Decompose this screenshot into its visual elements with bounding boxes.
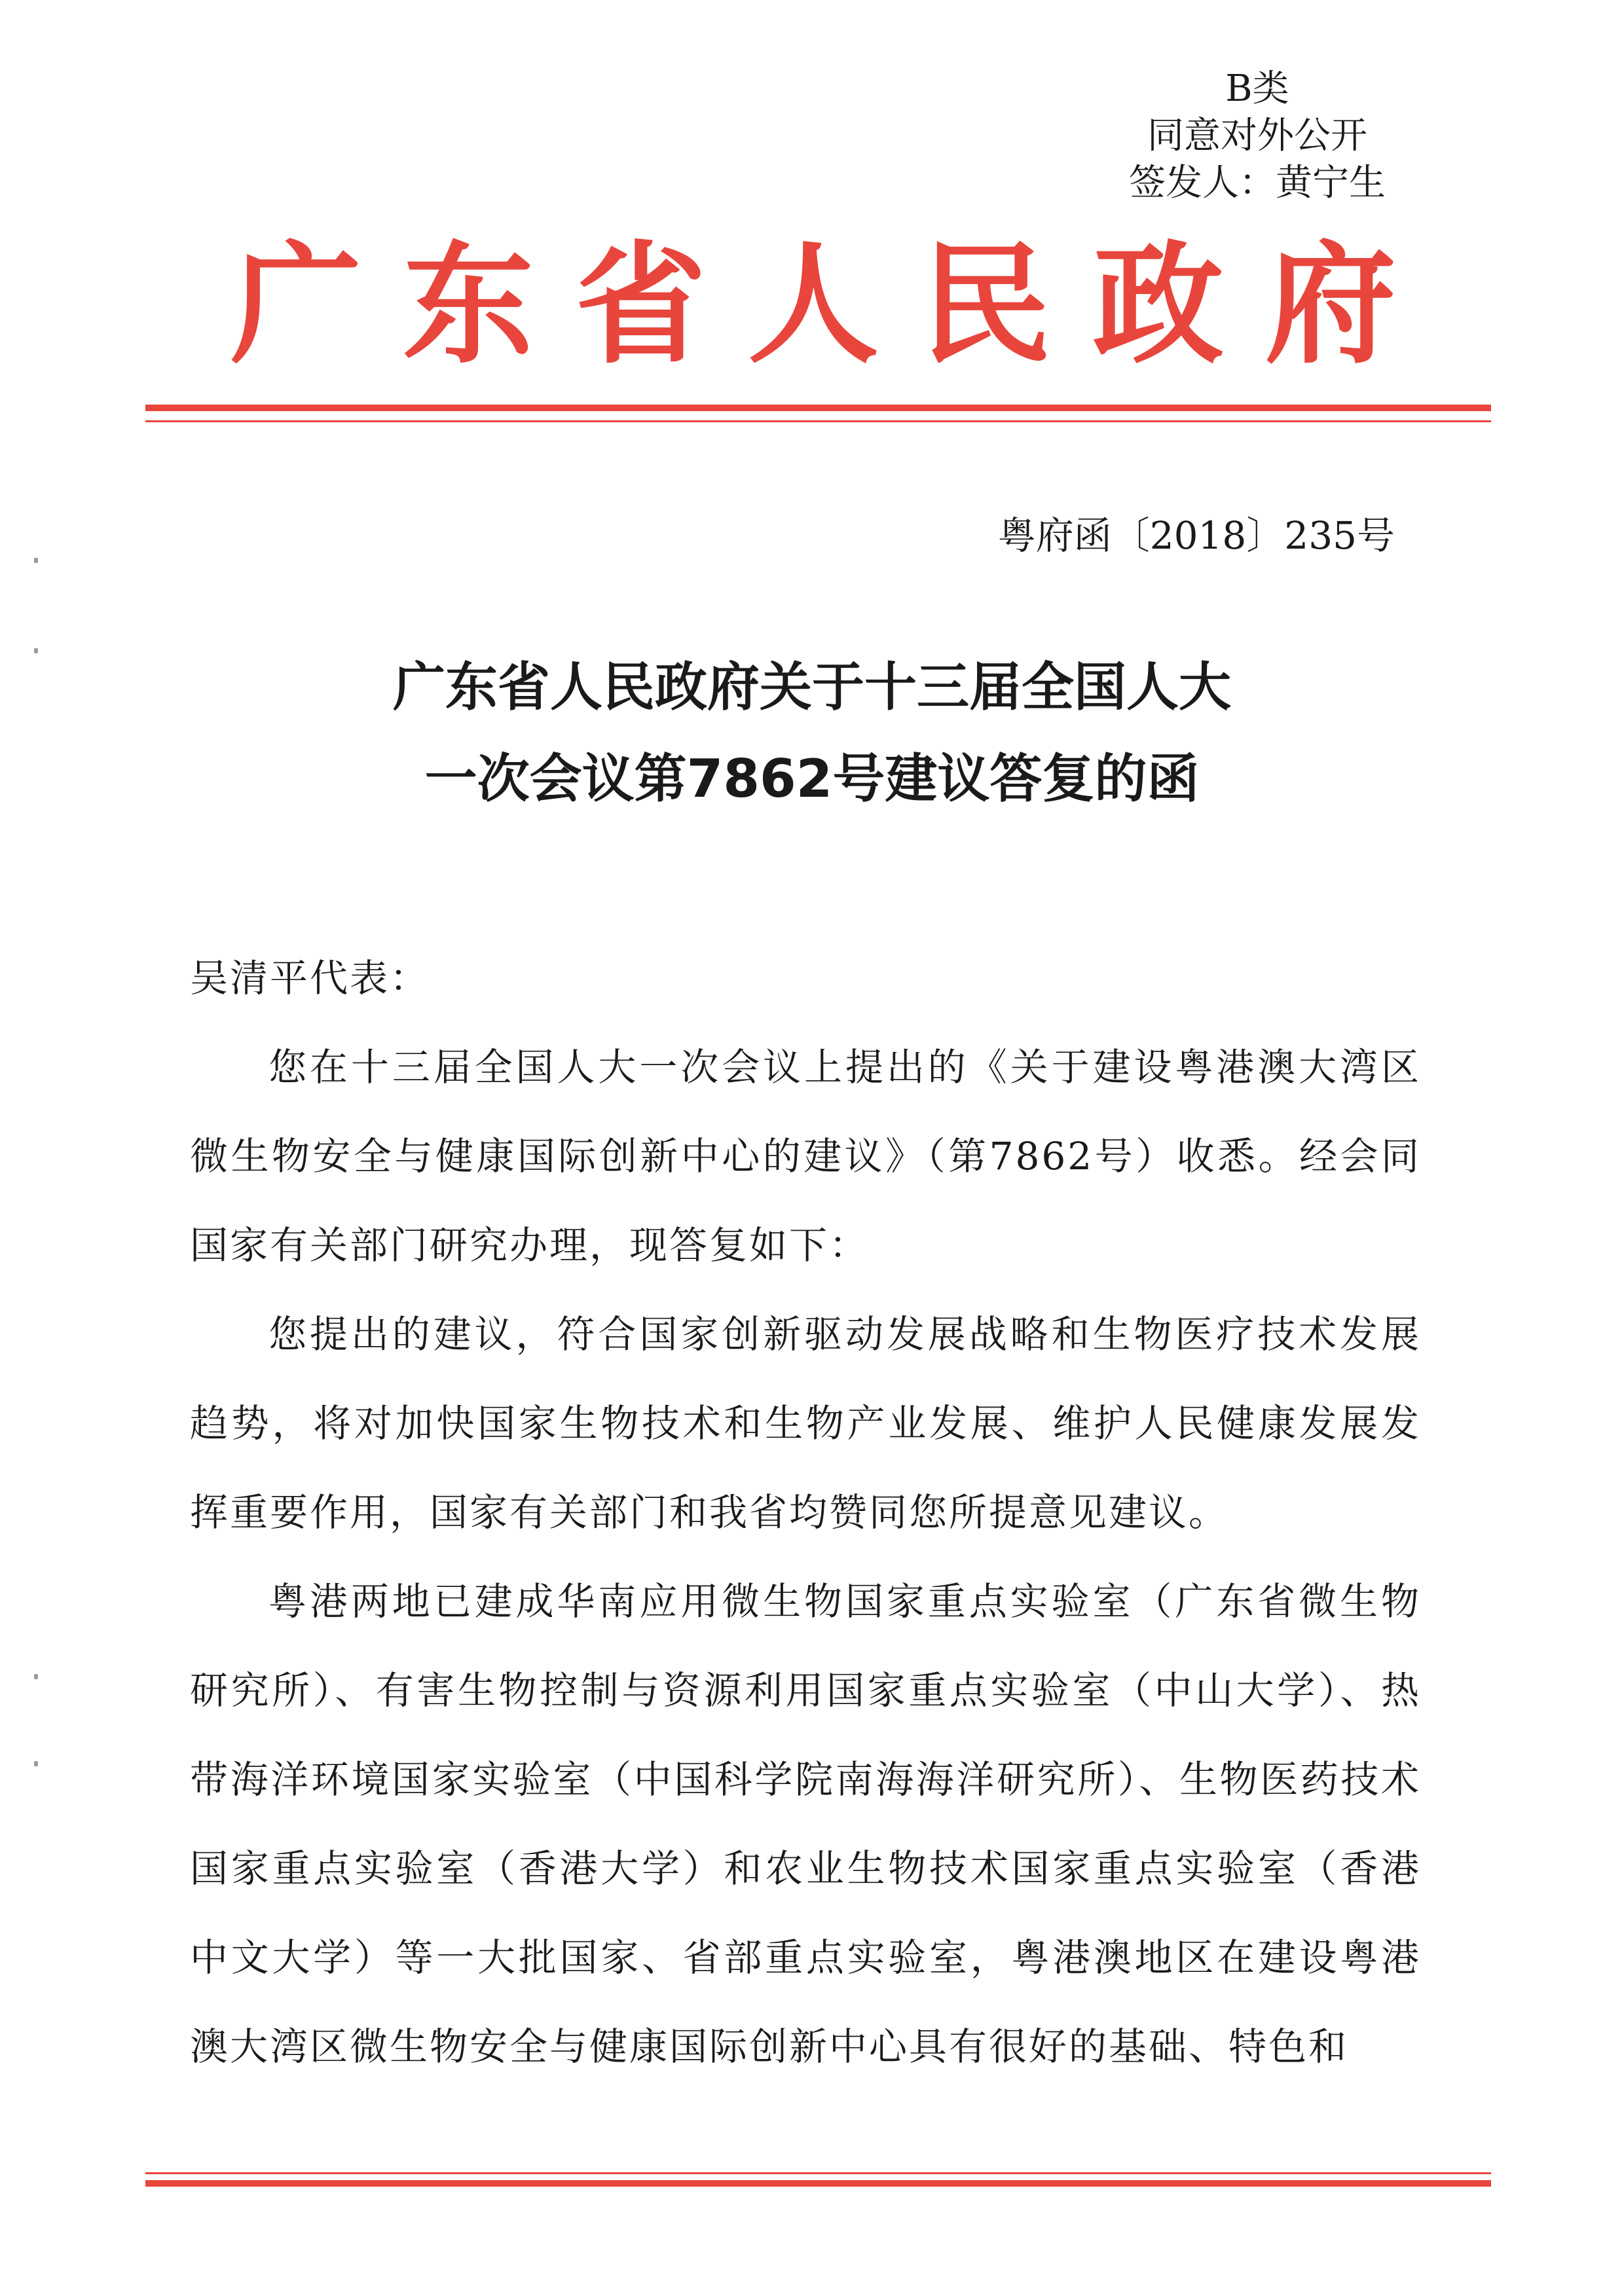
masthead-char: 政 (1092, 228, 1224, 382)
document-meta (1087, 65, 1428, 207)
masthead-char: 省 (575, 228, 707, 382)
masthead-title (231, 227, 1396, 384)
binding-hole-mark (34, 1761, 38, 1766)
masthead-char: 人 (747, 228, 879, 382)
masthead-char: 东 (403, 228, 534, 382)
body-paragraph: 您提出的建议，符合国家创新驱动发展战略和生物医疗技术发展趋势，将对加快国家生物技术和生物产业发展、维护人民健康发展发挥重要作用，国家有关部门和我省均赞同您所提意见建议。 (190, 1312, 1421, 1535)
title-line-1: 广东省人民政府关于十三届全国人大 (393, 657, 1231, 718)
title-line-2: 一次会议第7862号建议答复的函 (424, 748, 1200, 809)
footer-divider-thick (145, 2180, 1491, 2187)
masthead-char: 广 (231, 228, 362, 382)
body-paragraph: 粤港两地已建成华南应用微生物国家重点实验室（广东省微生物研究所）、有害生物控制与资源利用国家重点实验室（中山大学）、热带海洋环境国家实验室（中国科学院南海海洋研究所）、生物医药技术国家重点实验室（香港大学）和农业生物技术国家重点实验室（香港中文大学）等一大批国家、省部重点实验室，粤港澳地区在建设粤港澳大湾区微生物安全与健康国际创新中心具有很好的基础、特色和 (190, 1579, 1421, 2069)
header-divider-thin (145, 420, 1491, 422)
masthead-char: 府 (1264, 228, 1396, 382)
document-number: 粤府函〔2018〕235号 (997, 513, 1395, 558)
binding-hole-mark (34, 1674, 38, 1679)
masthead-char: 民 (920, 228, 1052, 382)
body-paragraph: 您在十三届全国人大一次会议上提出的《关于建设粤港澳大湾区微生物安全与健康国际创新中心的建议》（第7862号）收悉。经会同国家有关部门研究办理，现答复如下： (190, 1045, 1421, 1267)
binding-hole-mark (34, 648, 38, 653)
salutation: 吴清平代表： (190, 956, 430, 1000)
category-label: B类 (1225, 67, 1289, 110)
disclosure-label: 同意对外公开 (1147, 115, 1367, 157)
binding-hole-mark (34, 558, 38, 563)
issuer-label: 签发人：黄宁生 (1129, 162, 1386, 204)
header-divider-thick (145, 405, 1491, 411)
letter-body (190, 934, 1421, 2091)
footer-divider-thin (145, 2172, 1491, 2174)
document-title (151, 642, 1473, 825)
